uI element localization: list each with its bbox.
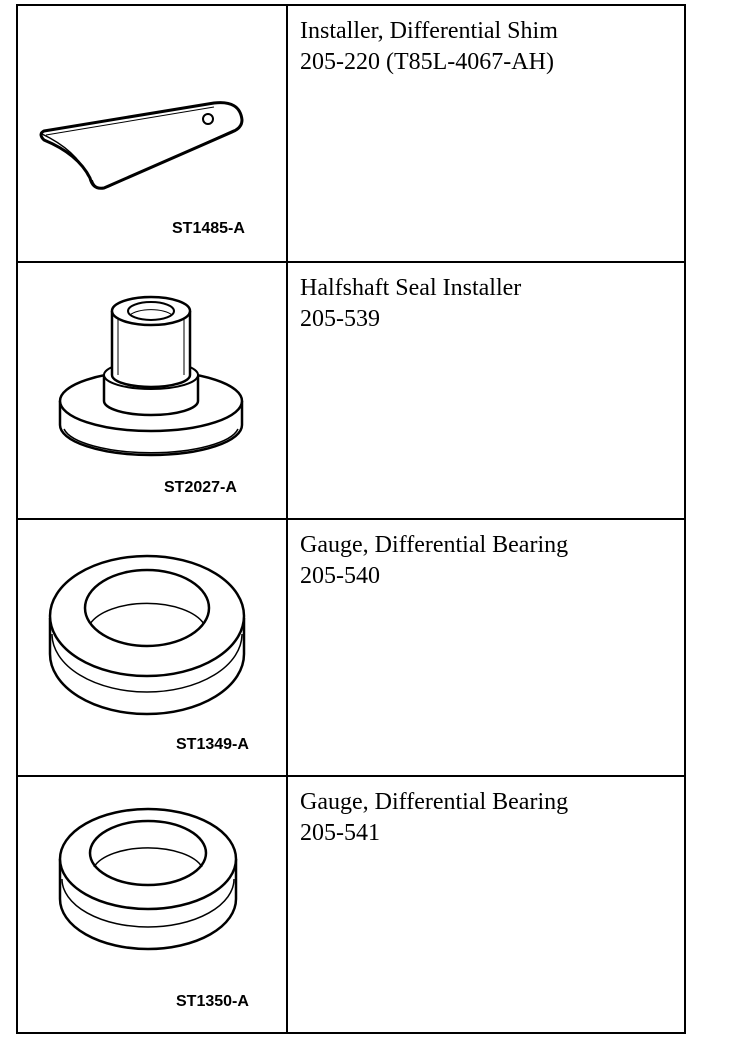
figure-id: ST1349-A [176, 736, 249, 753]
tool-description-cell [287, 519, 685, 776]
tool-number: 205-541 [300, 820, 380, 846]
seal-installer-icon [18, 263, 286, 518]
tool-illustration-cell [17, 776, 287, 1033]
tool-description-cell [287, 776, 685, 1033]
tool-name: Halfshaft Seal Installer [300, 275, 522, 301]
tool-illustration-cell [17, 5, 287, 262]
table-row [17, 776, 685, 1033]
figure-id: ST2027-A [164, 479, 237, 496]
tool-description-cell [287, 262, 685, 519]
tool-name: Gauge, Differential Bearing [300, 532, 569, 558]
table-row [17, 519, 685, 776]
tool-number: 205-220 (T85L-4067-AH) [300, 49, 554, 75]
table-row [17, 262, 685, 519]
table-row [17, 5, 685, 262]
figure-id: ST1485-A [172, 220, 245, 237]
shim-installer-icon [18, 6, 286, 261]
tool-number: 205-540 [300, 563, 380, 589]
tool-name: Installer, Differential Shim [300, 18, 558, 44]
tool-number: 205-539 [300, 306, 380, 332]
tool-name: Gauge, Differential Bearing [300, 789, 569, 815]
special-tools-table [16, 4, 686, 1034]
figure-id: ST1350-A [176, 993, 249, 1010]
tool-illustration-cell [17, 519, 287, 776]
tool-description-cell [287, 5, 685, 262]
tool-illustration-cell [17, 262, 287, 519]
